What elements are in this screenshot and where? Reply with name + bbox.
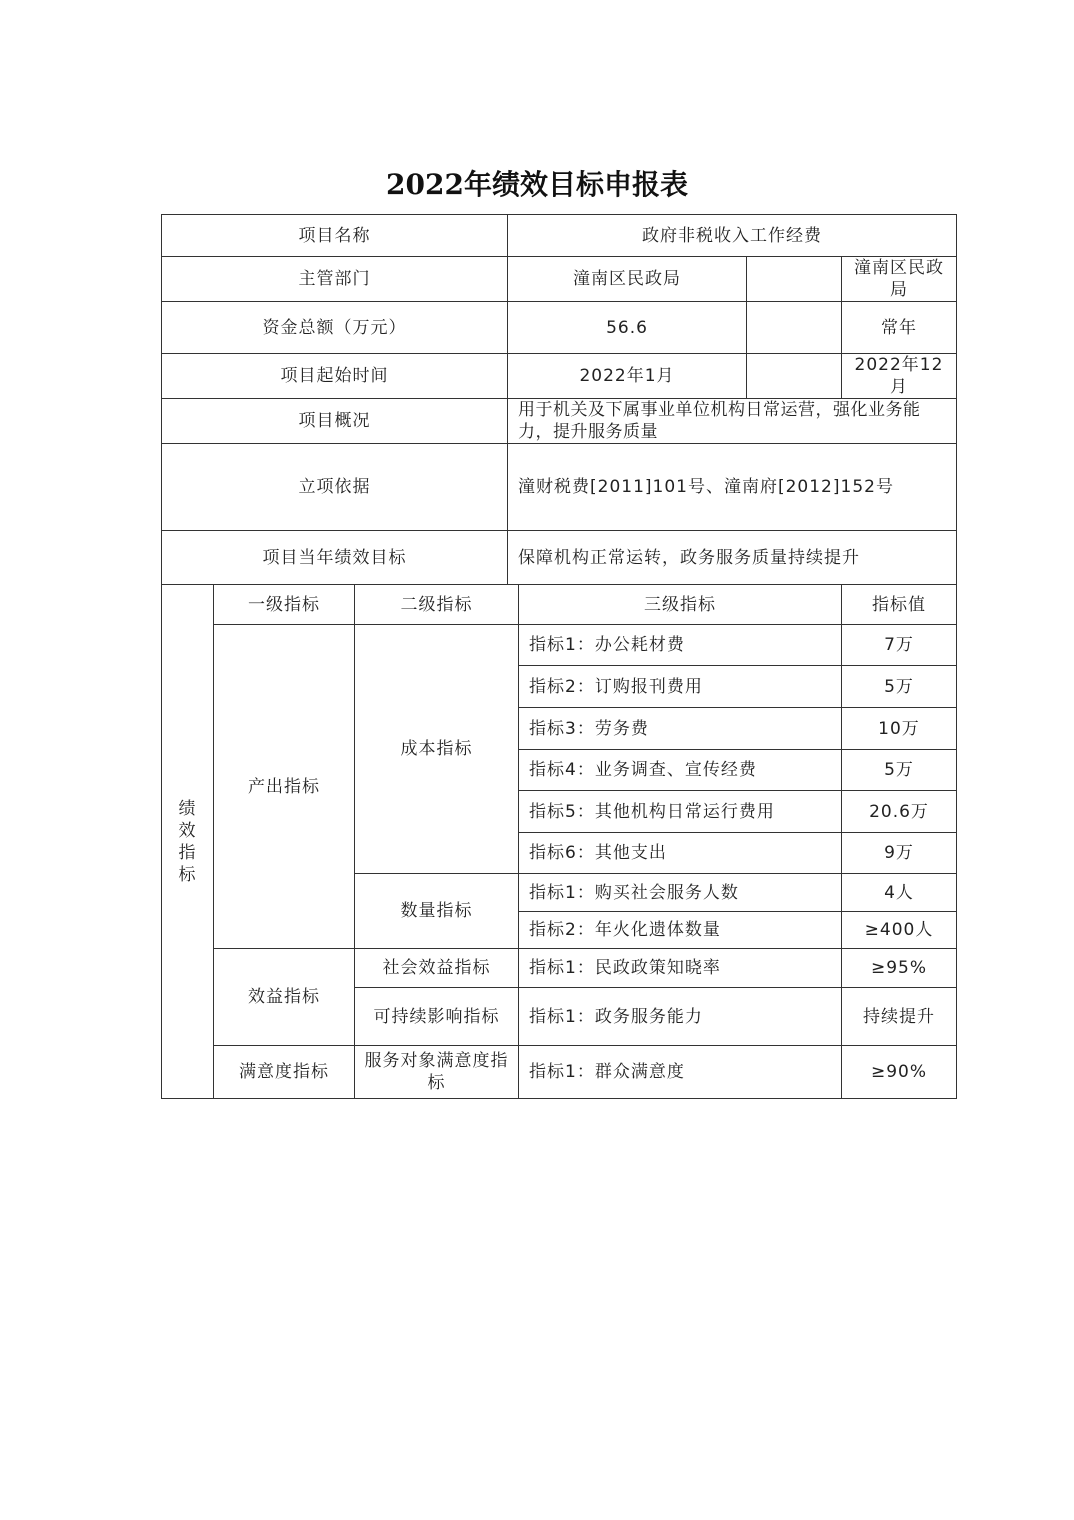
goal-row — [162, 531, 957, 585]
time-row — [162, 354, 957, 399]
item-value: 20.6万 — [842, 791, 957, 833]
item-name: 指标3：劳务费 — [519, 708, 842, 750]
level1-output: 产出指标 — [214, 625, 355, 949]
level2-social: 社会效益指标 — [355, 949, 519, 988]
item-value: 5万 — [842, 666, 957, 708]
item-name: 指标1：政务服务能力 — [519, 988, 842, 1046]
funds-row — [162, 302, 957, 354]
dept-value: 潼南区民政局 — [508, 257, 747, 302]
overview-row — [162, 399, 957, 444]
performance-table — [161, 214, 957, 1099]
level2-quantity: 数量指标 — [355, 874, 519, 949]
funds-value: 56.6 — [508, 302, 747, 354]
level1-benefit: 效益指标 — [214, 949, 355, 1046]
level1-satisfaction: 满意度指标 — [214, 1046, 355, 1099]
impl-value: 潼南区民政局 — [842, 257, 957, 302]
item-name: 指标1：购买社会服务人数 — [519, 874, 842, 912]
header-level1: 一级指标 — [214, 585, 355, 625]
project-name-row — [162, 215, 957, 257]
basis-label: 立项依据 — [162, 444, 508, 531]
dept-label: 主管部门 — [162, 257, 508, 302]
item-name: 指标4：业务调查、宣传经费 — [519, 750, 842, 791]
start-label: 项目起始时间 — [162, 354, 508, 399]
table-row — [162, 949, 957, 988]
end-value: 2022年12月 — [842, 354, 957, 399]
page-title: 2022年绩效目标申报表 — [386, 168, 688, 201]
item-value: 9万 — [842, 833, 957, 874]
basis-row — [162, 444, 957, 531]
item-value: 持续提升 — [842, 988, 957, 1046]
item-name: 指标1：办公耗材费 — [519, 625, 842, 666]
start-value: 2022年1月 — [508, 354, 747, 399]
header-level3: 三级指标 — [519, 585, 842, 625]
item-value: 4人 — [842, 874, 957, 912]
level2-cost: 成本指标 — [355, 625, 519, 874]
item-value: ≥95% — [842, 949, 957, 988]
overview-label: 项目概况 — [162, 399, 508, 444]
level2-sustain: 可持续影响指标 — [355, 988, 519, 1046]
goal-value: 保障机构正常运转，政务服务质量持续提升 — [508, 531, 957, 585]
header-value: 指标值 — [842, 585, 957, 625]
item-name: 指标1：民政政策知晓率 — [519, 949, 842, 988]
item-name: 指标5：其他机构日常运行费用 — [519, 791, 842, 833]
item-name: 指标2：年火化遗体数量 — [519, 912, 842, 949]
item-value: 10万 — [842, 708, 957, 750]
side-label: 绩效指标 — [178, 798, 197, 885]
goal-label: 项目当年绩效目标 — [162, 531, 508, 585]
nature-label-placeholder — [747, 302, 842, 354]
dept-row — [162, 257, 957, 302]
overview-value: 用于机关及下属事业单位机构日常运营，强化业务能力，提升服务质量 — [508, 399, 957, 444]
end-label-placeholder — [747, 354, 842, 399]
basis-value: 潼财税费[2011]101号、潼南府[2012]152号 — [508, 444, 957, 531]
item-name: 指标1：群众满意度 — [519, 1046, 842, 1099]
project-name-label: 项目名称 — [162, 215, 508, 257]
side-label-cell — [162, 585, 214, 1099]
item-value: 5万 — [842, 750, 957, 791]
table-row — [162, 1046, 957, 1099]
nature-value: 常年 — [842, 302, 957, 354]
item-value: ≥90% — [842, 1046, 957, 1099]
table-row — [162, 625, 957, 666]
header-level2: 二级指标 — [355, 585, 519, 625]
indicator-header-row — [162, 585, 957, 625]
project-name-value: 政府非税收入工作经费 — [508, 215, 957, 257]
level2-service: 服务对象满意度指标 — [355, 1046, 519, 1099]
item-name: 指标2：订购报刊费用 — [519, 666, 842, 708]
item-value: 7万 — [842, 625, 957, 666]
impl-label-placeholder — [747, 257, 842, 302]
item-value: ≥400人 — [842, 912, 957, 949]
item-name: 指标6：其他支出 — [519, 833, 842, 874]
funds-label: 资金总额（万元） — [162, 302, 508, 354]
